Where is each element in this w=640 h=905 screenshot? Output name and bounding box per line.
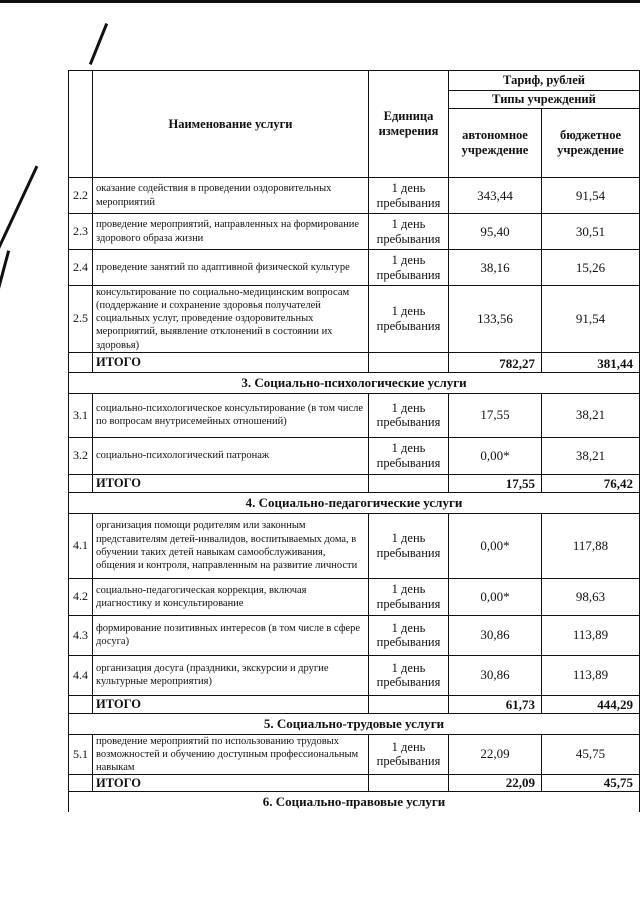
tariff-table-wrapper [68,70,639,812]
table-row [69,393,640,437]
total-unit-cell [369,474,449,492]
row-number: 4.3 [69,615,93,655]
total-num-cell [69,352,93,372]
total-auto-value: 61,73 [449,695,542,713]
header-num-cell [69,71,93,178]
unit-cell: 1 день пребывания [369,214,449,250]
service-name: организация досуга (праздники, экскурсии и другие культурные мероприятия) [93,655,369,695]
unit-cell: 1 день пребывания [369,250,449,286]
service-name: социально-психологический патронаж [93,437,369,474]
budget-value: 117,88 [542,513,640,578]
total-label: ИТОГО [93,352,369,372]
table-row [69,214,640,250]
total-budget-value: 76,42 [542,474,640,492]
row-number: 3.2 [69,437,93,474]
auto-value: 30,86 [449,615,542,655]
section-row [69,792,640,813]
section-row [69,372,640,393]
table-row [69,513,640,578]
service-name: оказание содействия в проведении оздоровительных мероприятий [93,178,369,214]
table-row [69,178,640,214]
service-name: консультирование по социально-медицинским вопросам (поддержание и сохранение здоровья получателей социальных услуг, проведение оздоровительных мероприятий, выявление отклонений в состоянии их здоровья) [93,286,369,353]
table-row [69,615,640,655]
unit-cell: 1 день пребывания [369,393,449,437]
row-number: 4.1 [69,513,93,578]
section-title: 4. Социально-педагогические услуги [69,492,640,513]
total-unit-cell [369,352,449,372]
budget-value: 45,75 [542,734,640,774]
budget-value: 113,89 [542,655,640,695]
budget-value: 98,63 [542,578,640,615]
total-label: ИТОГО [93,775,369,792]
row-number: 4.2 [69,578,93,615]
service-name: проведение мероприятий по использованию трудовых возможностей и обучению доступным профессиональным навыкам [93,734,369,774]
auto-value: 30,86 [449,655,542,695]
unit-cell: 1 день пребывания [369,437,449,474]
section-row [69,713,640,734]
service-name: социально-психологическое консультирование (в том числе по вопросам внутрисемейных отношений) [93,393,369,437]
auto-value: 17,55 [449,393,542,437]
header-budget-cell: бюджетное учреждение [542,109,640,178]
row-number: 2.5 [69,286,93,353]
header-auto-cell: автономное учреждение [449,109,542,178]
row-number: 3.1 [69,393,93,437]
unit-cell: 1 день пребывания [369,655,449,695]
total-row [69,474,640,492]
total-row [69,352,640,372]
budget-value: 113,89 [542,615,640,655]
total-num-cell [69,775,93,792]
scan-artifact-mark [0,250,10,289]
section-title: 3. Социально-психологические услуги [69,372,640,393]
total-budget-value: 45,75 [542,775,640,792]
unit-cell: 1 день пребывания [369,178,449,214]
auto-value: 0,00* [449,513,542,578]
auto-value: 0,00* [449,578,542,615]
unit-cell: 1 день пребывания [369,615,449,655]
total-auto-value: 782,27 [449,352,542,372]
table-row [69,286,640,353]
row-number: 2.3 [69,214,93,250]
budget-value: 15,26 [542,250,640,286]
table-row [69,437,640,474]
tariff-table [68,70,640,812]
total-unit-cell [369,695,449,713]
budget-value: 30,51 [542,214,640,250]
header-row [69,71,640,91]
total-budget-value: 444,29 [542,695,640,713]
unit-cell: 1 день пребывания [369,578,449,615]
budget-value: 91,54 [542,286,640,353]
section-row [69,492,640,513]
auto-value: 343,44 [449,178,542,214]
auto-value: 0,00* [449,437,542,474]
unit-cell: 1 день пребывания [369,513,449,578]
header-types-cell: Типы учреждений [449,91,640,109]
header-name-cell: Наименование услуги [93,71,369,178]
total-auto-value: 17,55 [449,474,542,492]
row-number: 2.4 [69,250,93,286]
section-title: 6. Социально-правовые услуги [69,792,640,813]
service-name: проведение мероприятий, направленных на формирование здорового образа жизни [93,214,369,250]
total-label: ИТОГО [93,695,369,713]
scan-top-border [0,0,640,3]
table-row [69,734,640,774]
table-row [69,578,640,615]
section-title: 5. Социально-трудовые услуги [69,713,640,734]
table-row [69,655,640,695]
total-row [69,695,640,713]
pen-mark [89,23,108,65]
service-name: организация помощи родителям или законным представителям детей-инвалидов, воспитываемых дома, в обучении таких детей навыкам самообслуживания, общения и контроля, направленным на развитие личности [93,513,369,578]
total-auto-value: 22,09 [449,775,542,792]
header-tariff-cell: Тариф, рублей [449,71,640,91]
budget-value: 38,21 [542,437,640,474]
row-number: 2.2 [69,178,93,214]
total-num-cell [69,695,93,713]
total-unit-cell [369,775,449,792]
auto-value: 133,56 [449,286,542,353]
total-row [69,775,640,792]
unit-cell: 1 день пребывания [369,734,449,774]
budget-value: 91,54 [542,178,640,214]
service-name: социально-педагогическая коррекция, включая диагностику и консультирование [93,578,369,615]
total-budget-value: 381,44 [542,352,640,372]
budget-value: 38,21 [542,393,640,437]
service-name: проведение занятий по адаптивной физической культуре [93,250,369,286]
row-number: 5.1 [69,734,93,774]
unit-cell: 1 день пребывания [369,286,449,353]
auto-value: 22,09 [449,734,542,774]
header-unit-cell: Единица измерения [369,71,449,178]
auto-value: 38,16 [449,250,542,286]
table-row [69,250,640,286]
total-num-cell [69,474,93,492]
service-name: формирование позитивных интересов (в том числе в сфере досуга) [93,615,369,655]
auto-value: 95,40 [449,214,542,250]
total-label: ИТОГО [93,474,369,492]
row-number: 4.4 [69,655,93,695]
